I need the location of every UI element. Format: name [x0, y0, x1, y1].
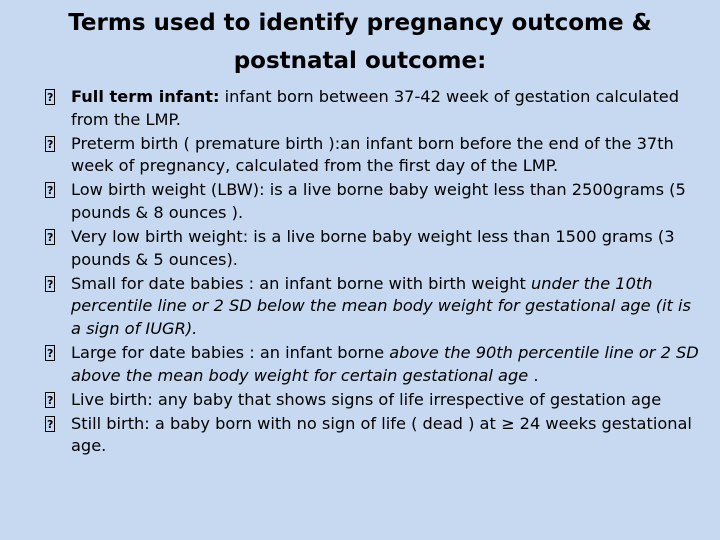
- title-line-1: Terms used to identify pregnancy outcome &: [68, 10, 652, 36]
- term-definition: Low birth weight (LBW): is a live borne baby weight less than 2500grams (5 pounds & 8 ounces ).: [71, 180, 686, 222]
- bullet-icon: [45, 182, 55, 198]
- bullet-icon: [45, 416, 55, 432]
- terms-list: [45, 86, 705, 460]
- list-item-vlbw: [45, 226, 705, 271]
- list-item-full-term: [45, 86, 705, 131]
- bullet-icon: [45, 136, 55, 152]
- list-item-preterm: [45, 133, 705, 178]
- list-item-live-birth: [45, 389, 705, 412]
- list-item-small-for-date: [45, 273, 705, 341]
- slide-title: [0, 4, 720, 80]
- list-item-large-for-date: [45, 342, 705, 387]
- term-definition: Very low birth weight: is a live borne baby weight less than 1500 grams (3 pounds & 5 ounces).: [71, 227, 675, 269]
- list-item-lbw: [45, 179, 705, 224]
- title-line-2: postnatal outcome:: [233, 48, 487, 74]
- bullet-icon: [45, 392, 55, 408]
- term-definition: Large for date babies : an infant borne: [71, 343, 390, 363]
- term-definition-tail: .: [528, 365, 539, 385]
- term-definition: infant born between 37-42 week of gestation calculated from the LMP.: [71, 87, 680, 129]
- term-definition: Small for date babies : an infant borne with birth weight: [71, 273, 532, 293]
- term-definition-italic: above the 90th percentile line or 2 SD above the mean body weight for certain gestational age: [71, 343, 699, 385]
- bullet-icon: [45, 345, 55, 361]
- bullet-icon: [45, 276, 55, 292]
- term-definition: Still birth: a baby born with no sign of life ( dead ) at ≥ 24 weeks gestational age.: [71, 413, 692, 456]
- term-definition-italic: under the 10th percentile line or 2 SD below the mean body weight for gestational age (it is a sign of IUGR).: [71, 273, 691, 338]
- bullet-icon: [45, 89, 55, 105]
- term-definition: Preterm birth ( premature birth ):an infant born before the end of the 37th week of pregnancy, calculated from the first day of the LMP.: [71, 133, 674, 176]
- list-item-still-birth: [45, 413, 705, 458]
- bullet-icon: [45, 229, 55, 245]
- term-definition: Live birth: any baby that shows signs of life irrespective of gestation age: [71, 389, 662, 409]
- term-label: Full term infant:: [71, 87, 220, 106]
